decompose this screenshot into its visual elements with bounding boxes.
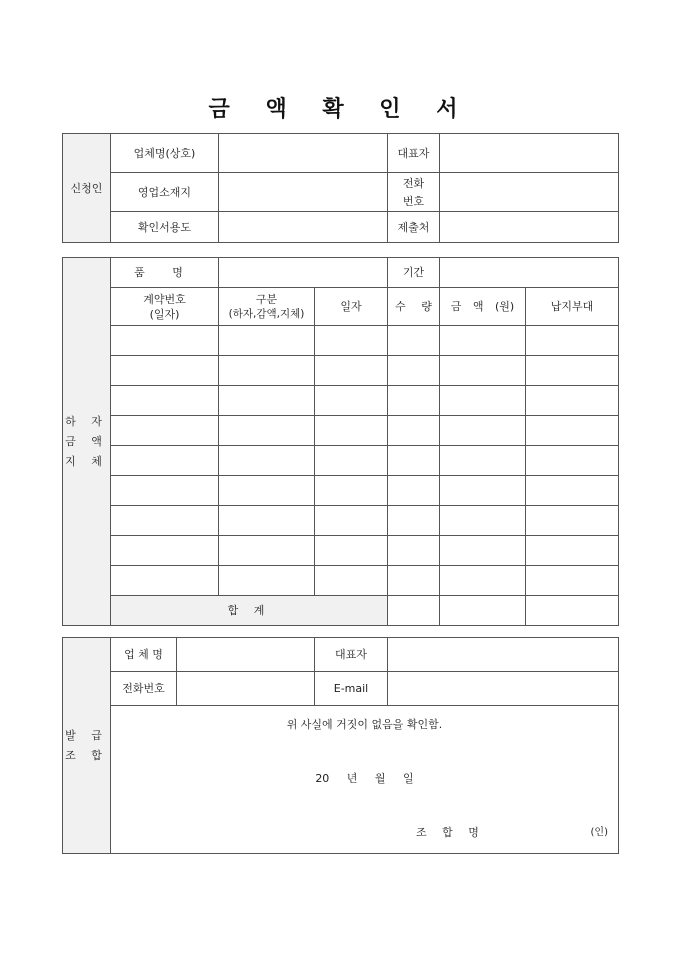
table-row-2-date[interactable] xyxy=(315,356,388,386)
table-row-4-amount[interactable] xyxy=(440,416,526,446)
table-row-9-date[interactable] xyxy=(315,566,388,596)
table-row-6-amount[interactable] xyxy=(440,476,526,506)
issuer-rep-label: 대표자 xyxy=(315,638,388,672)
table-row-5-date[interactable] xyxy=(315,446,388,476)
item-name-label: 품 명 xyxy=(111,258,219,288)
table-row-8-quantity[interactable] xyxy=(388,536,440,566)
table-row-3-quantity[interactable] xyxy=(388,386,440,416)
table-row-4-contract[interactable] xyxy=(111,416,219,446)
period-label: 기간 xyxy=(388,258,440,288)
table-row-8-category[interactable] xyxy=(219,536,315,566)
purpose-field[interactable] xyxy=(219,212,388,243)
table-row-9-category[interactable] xyxy=(219,566,315,596)
table-row-6-contract[interactable] xyxy=(111,476,219,506)
union-name-label: 조 합 명 xyxy=(416,825,485,839)
business-address-label: 영업소재지 xyxy=(111,173,219,212)
table-row-6-quantity[interactable] xyxy=(388,476,440,506)
col-header-delay: 납지부대 xyxy=(526,288,619,326)
table-row-1-delay[interactable] xyxy=(526,326,619,356)
col-header-date: 일자 xyxy=(315,288,388,326)
applicant-side-label: 신청인 xyxy=(63,134,111,243)
table-row-5-category[interactable] xyxy=(219,446,315,476)
col-header-category xyxy=(219,288,315,326)
issuer-company-field[interactable] xyxy=(177,638,315,672)
amount-side-label-line1: 하 자 xyxy=(65,414,108,428)
table-row-9-delay[interactable] xyxy=(526,566,619,596)
declaration-date[interactable]: 20 년 월 일 xyxy=(315,771,414,785)
table-row-7-quantity[interactable] xyxy=(388,506,440,536)
table-row-2-quantity[interactable] xyxy=(388,356,440,386)
table-row-6-date[interactable] xyxy=(315,476,388,506)
table-row-1-contract[interactable] xyxy=(111,326,219,356)
table-row-2-contract[interactable] xyxy=(111,356,219,386)
table-row-5-contract[interactable] xyxy=(111,446,219,476)
table-row-3-contract[interactable] xyxy=(111,386,219,416)
issuer-phone-label: 전화번호 xyxy=(111,672,177,706)
applicant-table xyxy=(62,133,619,243)
table-row-7-amount[interactable] xyxy=(440,506,526,536)
submit-to-field[interactable] xyxy=(440,212,619,243)
col-header-contract-line2: (일자) xyxy=(149,307,180,321)
amount-table xyxy=(62,257,619,626)
issuer-rep-field[interactable] xyxy=(388,638,619,672)
issuer-email-field[interactable] xyxy=(388,672,619,706)
table-row-9-amount[interactable] xyxy=(440,566,526,596)
table-row-5-amount[interactable] xyxy=(440,446,526,476)
col-header-category-line1: 구분 xyxy=(255,292,278,306)
table-row-8-amount[interactable] xyxy=(440,536,526,566)
item-name-field[interactable] xyxy=(219,258,388,288)
table-row-3-delay[interactable] xyxy=(526,386,619,416)
representative-field[interactable] xyxy=(440,134,619,173)
table-row-7-date[interactable] xyxy=(315,506,388,536)
table-row-7-contract[interactable] xyxy=(111,506,219,536)
table-row-3-category[interactable] xyxy=(219,386,315,416)
company-name-field[interactable] xyxy=(219,134,388,173)
amount-side-label-line2: 금 액 xyxy=(65,434,108,448)
issuer-table xyxy=(62,637,619,854)
table-row-5-quantity[interactable] xyxy=(388,446,440,476)
table-row-5-delay[interactable] xyxy=(526,446,619,476)
table-row-8-contract[interactable] xyxy=(111,536,219,566)
amount-side-label xyxy=(63,258,111,626)
table-row-9-quantity[interactable] xyxy=(388,566,440,596)
phone-field[interactable] xyxy=(440,173,619,212)
table-row-6-category[interactable] xyxy=(219,476,315,506)
issuer-side-label-line1: 발 급 xyxy=(65,728,108,742)
table-row-1-amount[interactable] xyxy=(440,326,526,356)
col-header-contract-line1: 계약번호 xyxy=(143,292,186,306)
table-row-1-quantity[interactable] xyxy=(388,326,440,356)
table-row-4-category[interactable] xyxy=(219,416,315,446)
company-name-label: 업체명(상호) xyxy=(111,134,219,173)
table-row-1-category[interactable] xyxy=(219,326,315,356)
representative-label: 대표자 xyxy=(388,134,440,173)
phone-label-line1: 전화 xyxy=(402,176,425,190)
col-header-contract xyxy=(111,288,219,326)
col-header-amount: 금 액 (원) xyxy=(440,288,526,326)
table-row-7-delay[interactable] xyxy=(526,506,619,536)
amount-side-label-line3: 지 체 xyxy=(65,454,108,468)
total-amount[interactable] xyxy=(440,596,526,626)
table-row-2-amount[interactable] xyxy=(440,356,526,386)
issuer-company-label: 업 체 명 xyxy=(111,638,177,672)
table-row-3-date[interactable] xyxy=(315,386,388,416)
issuer-side-label-line2: 조 합 xyxy=(65,748,108,762)
document-title: 금 액 확 인 서 xyxy=(208,97,472,122)
declaration-box xyxy=(111,706,619,854)
phone-label-line2: 번호 xyxy=(402,194,425,208)
total-quantity[interactable] xyxy=(388,596,440,626)
declaration-text: 위 사실에 거짓이 없음을 확인함. xyxy=(286,717,443,731)
table-row-7-category[interactable] xyxy=(219,506,315,536)
phone-label xyxy=(388,173,440,212)
table-row-2-category[interactable] xyxy=(219,356,315,386)
purpose-label: 확인서용도 xyxy=(111,212,219,243)
issuer-side-label xyxy=(63,638,111,854)
period-field[interactable] xyxy=(440,258,619,288)
declaration-content xyxy=(111,707,618,853)
table-row-2-delay[interactable] xyxy=(526,356,619,386)
table-row-3-amount[interactable] xyxy=(440,386,526,416)
table-row-4-quantity[interactable] xyxy=(388,416,440,446)
table-row-9-contract[interactable] xyxy=(111,566,219,596)
business-address-field[interactable] xyxy=(219,173,388,212)
table-row-1-date[interactable] xyxy=(315,326,388,356)
table-row-4-delay[interactable] xyxy=(526,416,619,446)
table-row-4-date[interactable] xyxy=(315,416,388,446)
issuer-email-label: E-mail xyxy=(315,672,388,706)
col-header-category-line2: (하자,감액,지체) xyxy=(228,307,305,320)
issuer-phone-field[interactable] xyxy=(177,672,315,706)
col-header-quantity: 수 량 xyxy=(388,288,440,326)
total-delay[interactable] xyxy=(526,596,619,626)
table-row-6-delay[interactable] xyxy=(526,476,619,506)
submit-to-label: 제출처 xyxy=(388,212,440,243)
table-row-8-delay[interactable] xyxy=(526,536,619,566)
total-label: 합 계 xyxy=(111,596,388,626)
table-row-8-date[interactable] xyxy=(315,536,388,566)
seal-mark: (인) xyxy=(590,826,608,838)
